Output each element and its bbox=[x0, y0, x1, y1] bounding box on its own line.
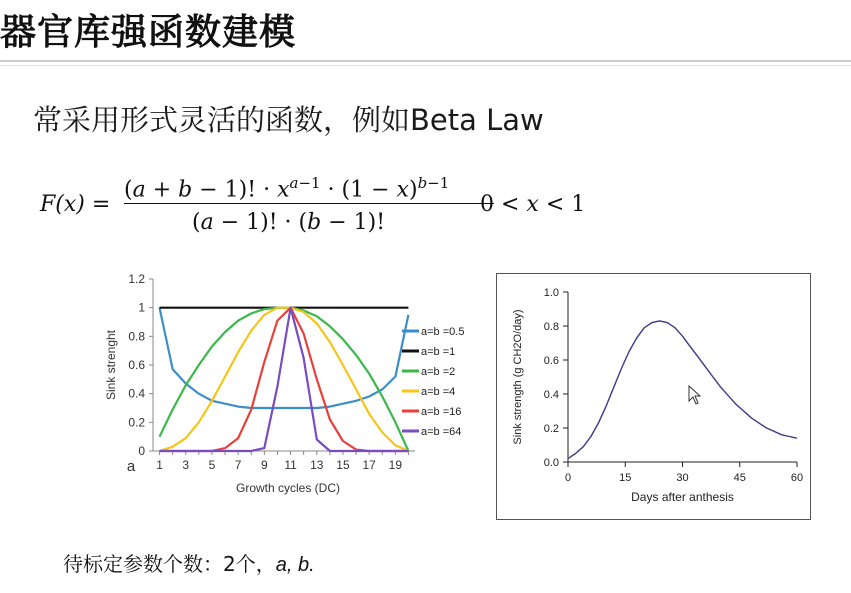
y-tick-label: 0.2 bbox=[543, 423, 559, 435]
y-tick-label: 0.6 bbox=[543, 355, 559, 367]
x-tick-label: 17 bbox=[362, 458, 376, 472]
formula-fraction-bar bbox=[124, 203, 494, 204]
x-tick-label: 13 bbox=[310, 458, 324, 472]
y-tick-label: 0.4 bbox=[128, 386, 145, 401]
x-tick-label: 15 bbox=[619, 472, 632, 484]
x-axis-title: Growth cycles (DC) bbox=[235, 481, 341, 495]
series-line bbox=[160, 308, 409, 408]
y-axis-title: Sink strength (g CH2O/day) bbox=[512, 309, 524, 445]
legend-label: a=b =16 bbox=[421, 406, 462, 418]
x-tick-label: 3 bbox=[182, 458, 190, 472]
y-tick-label: 0 bbox=[138, 444, 145, 458]
legend-label: a=b =64 bbox=[421, 426, 462, 438]
y-axis-title: Sink strenght bbox=[104, 329, 118, 401]
page-title: 器官库强函数建模 bbox=[0, 12, 297, 53]
y-tick-label: 1.2 bbox=[128, 272, 145, 286]
title-divider bbox=[0, 60, 851, 62]
x-tick-label: 11 bbox=[284, 458, 297, 472]
y-tick-label: 0.8 bbox=[128, 329, 145, 344]
y-tick-label: 0.0 bbox=[543, 457, 559, 469]
x-tick-label: 9 bbox=[261, 458, 268, 472]
sink-strength-chart bbox=[497, 274, 810, 519]
x-axis-prefix-label: a bbox=[126, 458, 136, 475]
formula-denominator: (a − 1)! · (b − 1)! bbox=[192, 210, 386, 235]
mouse-cursor-icon bbox=[688, 385, 702, 405]
footer-note bbox=[63, 548, 315, 577]
x-tick-label: 30 bbox=[676, 472, 689, 484]
series-line bbox=[160, 308, 409, 451]
x-tick-label: 1 bbox=[156, 458, 163, 472]
x-tick-label: 0 bbox=[564, 472, 572, 484]
legend-label: a=b =2 bbox=[421, 366, 456, 378]
x-tick-label: 7 bbox=[234, 458, 242, 472]
legend-label: a=b =4 bbox=[421, 386, 456, 398]
formula-lhs: F(x) = bbox=[40, 192, 111, 217]
x-tick-label: 15 bbox=[336, 458, 350, 472]
x-axis-title: Days after anthesis bbox=[631, 490, 734, 504]
formula-numerator: (a + b − 1)! · $x^{a-1} \cdot (1 - x)^{b-1}$ bbox=[124, 174, 450, 203]
x-tick-label: 19 bbox=[388, 458, 403, 472]
subtitle: 常采用形式灵活的函数，例如Beta Law bbox=[33, 103, 544, 137]
legend-label: a=b =1 bbox=[421, 346, 456, 358]
beta-law-formula bbox=[40, 170, 600, 240]
x-tick-label: 45 bbox=[733, 472, 746, 484]
beta-law-chart bbox=[95, 265, 490, 505]
series-line bbox=[568, 321, 797, 459]
y-tick-label: 0.8 bbox=[543, 321, 559, 333]
x-tick-label: 5 bbox=[208, 458, 216, 472]
series-line bbox=[160, 308, 409, 451]
footer-text: 待标定参数个数：2个， bbox=[63, 552, 276, 576]
formula-domain: 0 < x < 1 bbox=[480, 192, 586, 217]
y-tick-label: 0.2 bbox=[128, 415, 145, 430]
series-line bbox=[160, 308, 409, 451]
legend-label: a=b =0.5 bbox=[421, 326, 465, 338]
title-divider-light bbox=[0, 65, 851, 66]
footer-vars: a, b. bbox=[275, 554, 315, 576]
series-line bbox=[160, 308, 409, 451]
y-tick-label: 0.6 bbox=[128, 358, 145, 372]
y-tick-label: 0.4 bbox=[543, 389, 559, 401]
y-tick-label: 1 bbox=[138, 300, 145, 315]
y-tick-label: 1.0 bbox=[543, 287, 559, 299]
x-tick-label: 60 bbox=[790, 472, 804, 484]
